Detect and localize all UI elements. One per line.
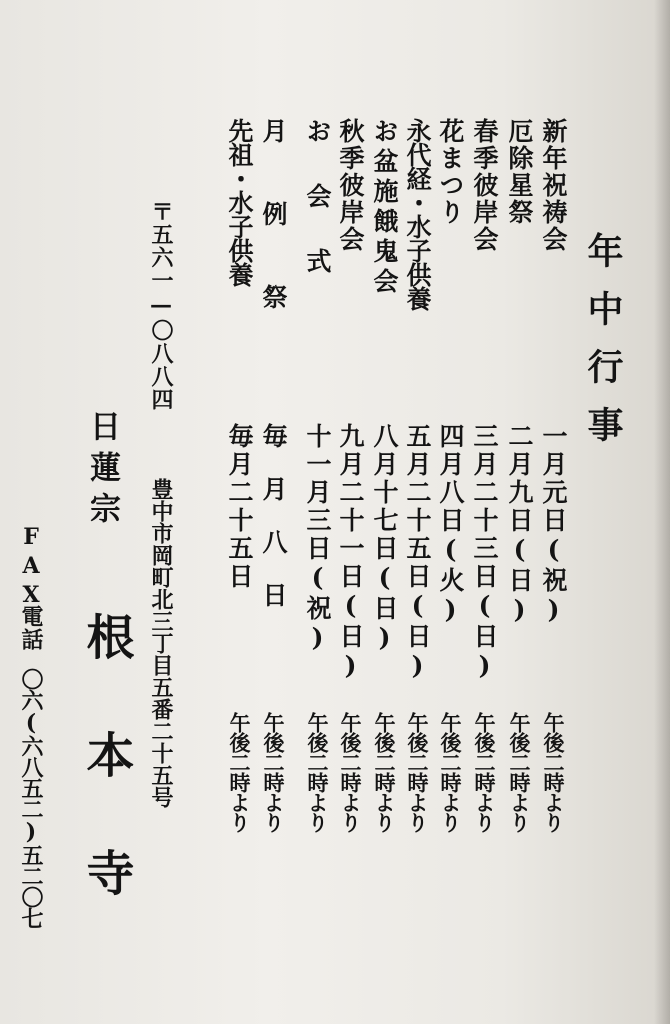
event-name: お会式 <box>303 118 332 313</box>
event-date: 毎月二十五日 <box>225 423 254 591</box>
sect-name: 日蓮宗 <box>84 410 120 533</box>
event-time: 午後二時より <box>372 712 397 832</box>
event-name: 花まつり <box>436 118 465 226</box>
event-name: 厄除星祭 <box>505 118 534 226</box>
event-date: 十一月三日(祝) <box>303 423 332 655</box>
event-time: 午後二時より <box>261 712 286 832</box>
event-time: 午後二時より <box>541 712 566 832</box>
event-date: 一月元日(祝) <box>539 423 568 627</box>
event-time: 午後二時より <box>438 712 463 832</box>
event-time: 午後二時より <box>305 712 330 832</box>
event-name: 秋季彼岸会 <box>336 118 365 253</box>
event-time: 午後二時より <box>507 712 532 832</box>
page-edge-shadow <box>654 0 670 1024</box>
event-date: 五月二十五日(日) <box>403 423 432 683</box>
event-name: お盆施餓鬼会 <box>370 118 399 298</box>
event-time: 午後二時より <box>227 712 252 832</box>
page-title: 年中行事 <box>582 232 624 464</box>
fax-label: FAX <box>18 524 44 611</box>
event-time: 午後二時より <box>405 712 430 832</box>
postal-code: 〒五六一—〇八八四 <box>148 200 174 411</box>
event-time: 午後二時より <box>472 712 497 832</box>
event-name: 永代経・水子供養 <box>403 118 432 310</box>
event-name: 月例祭 <box>259 118 288 367</box>
temple-name: 根本寺 <box>78 612 134 966</box>
event-date: 毎月八日 <box>259 423 288 635</box>
event-date: 四月八日(火) <box>436 423 465 627</box>
event-date: 八月十七日(日) <box>370 423 399 655</box>
event-time: 午後二時より <box>338 712 363 832</box>
event-name: 春季彼岸会 <box>470 118 499 253</box>
phone-number: 〇六(六八五二)五二〇七 <box>18 668 44 928</box>
phone-label: 電話 <box>18 605 44 651</box>
event-date: 三月二十三日(日) <box>470 423 499 683</box>
event-date: 二月九日(日) <box>505 423 534 627</box>
event-name: 先祖・水子供養 <box>225 118 254 286</box>
street-address: 豊中市岡町北三丁目五番二十五号 <box>148 478 174 808</box>
event-date: 九月二十一日(日) <box>336 423 365 683</box>
event-name: 新年祝祷会 <box>539 118 568 253</box>
